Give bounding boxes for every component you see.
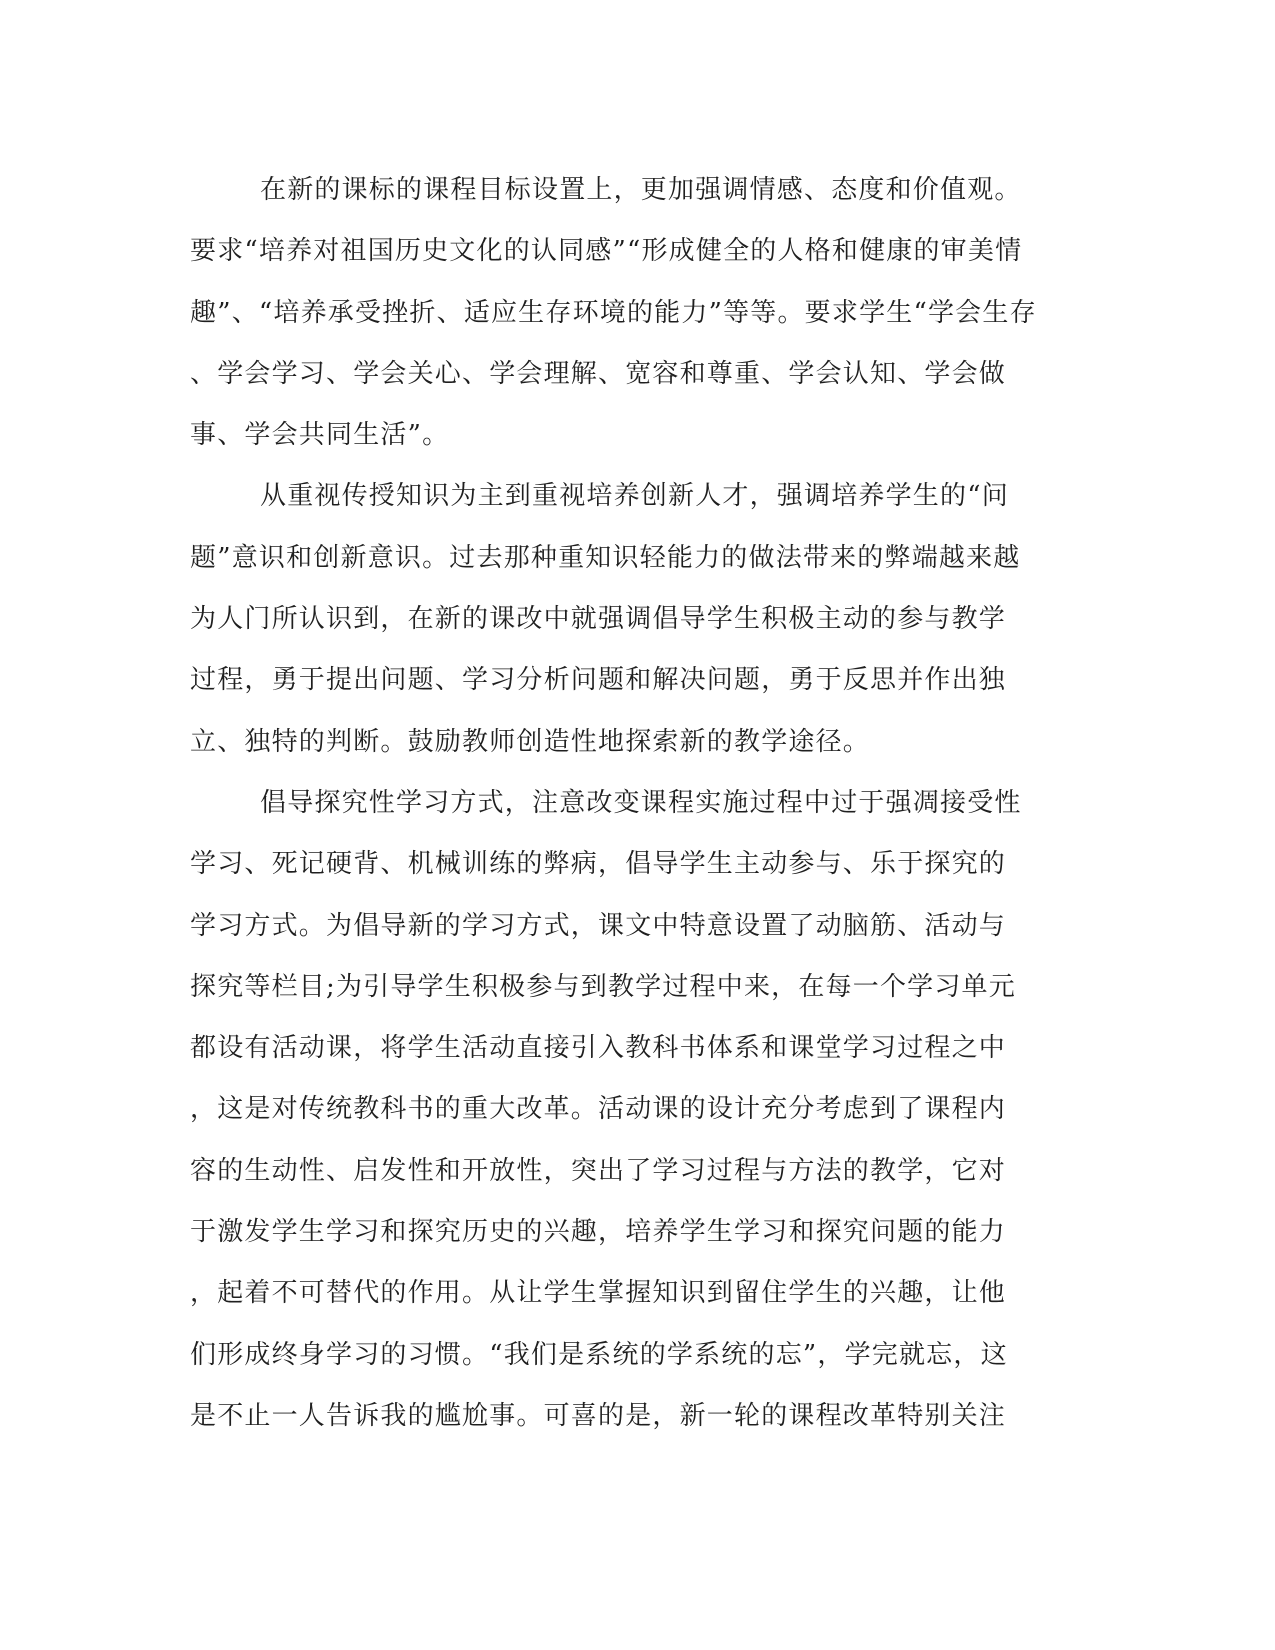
paragraph-3-line-3: 学习方式。为倡导新的学习方式，课文中特意设置了动脑筋、活动与 (190, 910, 1007, 941)
paragraph-1-line-4: 、学会学习、学会关心、学会理解、宽容和尊重、学会认知、学会做 (190, 358, 1007, 389)
paragraph-1-line-3: 趣”、“培养承受挫折、适应生存环境的能力”等等。要求学生“学会生存 (190, 297, 1037, 328)
paragraph-3-line-6: ，这是对传统教科书的重大改革。活动课的设计充分考虑到了课程内 (190, 1094, 1007, 1125)
paragraph-2-line-1: 从重视传授知识为主到重视培养创新人才，强调培养学生的“问 (260, 481, 1009, 512)
paragraph-3-line-10: 们形成终身学习的习惯。“我们是系统的学系统的忘”，学完就忘，这 (190, 1339, 1008, 1370)
paragraph-3-line-2: 学习、死记硬背、机械训练的弊病，倡导学生主动参与、乐于探究的 (190, 849, 1007, 880)
paragraph-3-line-4: 探究等栏目;为引导学生积极参与到教学过程中来，在每一个学习单元 (190, 971, 1016, 1002)
paragraph-3-line-8: 于激发学生学习和探究历史的兴趣，培养学生学习和探究问题的能力 (190, 1217, 1007, 1248)
paragraph-3-line-7: 容的生动性、启发性和开放性，突出了学习过程与方法的教学，它对 (190, 1155, 1007, 1186)
paragraph-3-line-11: 是不止一人告诉我的尴尬事。可喜的是，新一轮的课程改革特别关注 (190, 1400, 1007, 1431)
paragraph-1-line-1: 在新的课标的课程目标设置上，更加强调情感、态度和价值观。 (260, 175, 1022, 205)
paragraph-2-line-5: 立、独特的判断。鼓励教师创造性地探索新的教学途径。 (190, 726, 871, 757)
paragraph-2-line-2: 题”意识和创新意识。过去那种重知识轻能力的做法带来的弊端越来越 (190, 542, 1021, 573)
paragraph-3-line-9: ，起着不可替代的作用。从让学生掌握知识到留住学生的兴趣，让他 (190, 1278, 1007, 1309)
paragraph-3-line-5: 都设有活动课，将学生活动直接引入教科书体系和课堂学习过程之中 (190, 1033, 1007, 1064)
paragraph-2-line-4: 过程，勇于提出问题、学习分析问题和解决问题，勇于反思并作出独 (190, 665, 1007, 696)
body-text (190, 160, 1070, 1447)
paragraph-1-line-2: 要求“培养对祖国历史文化的认同感”“形成健全的人格和健康的审美情 (190, 236, 1023, 267)
paragraph-2-line-3: 为人门所认识到，在新的课改中就强调倡导学生积极主动的参与教学 (190, 604, 1007, 635)
paragraph-1-line-5: 事、学会共同生活”。 (190, 420, 450, 451)
paragraph-3-line-1: 倡导探究性学习方式，注意改变课程实施过程中过于强凋接受性 (260, 787, 1022, 818)
